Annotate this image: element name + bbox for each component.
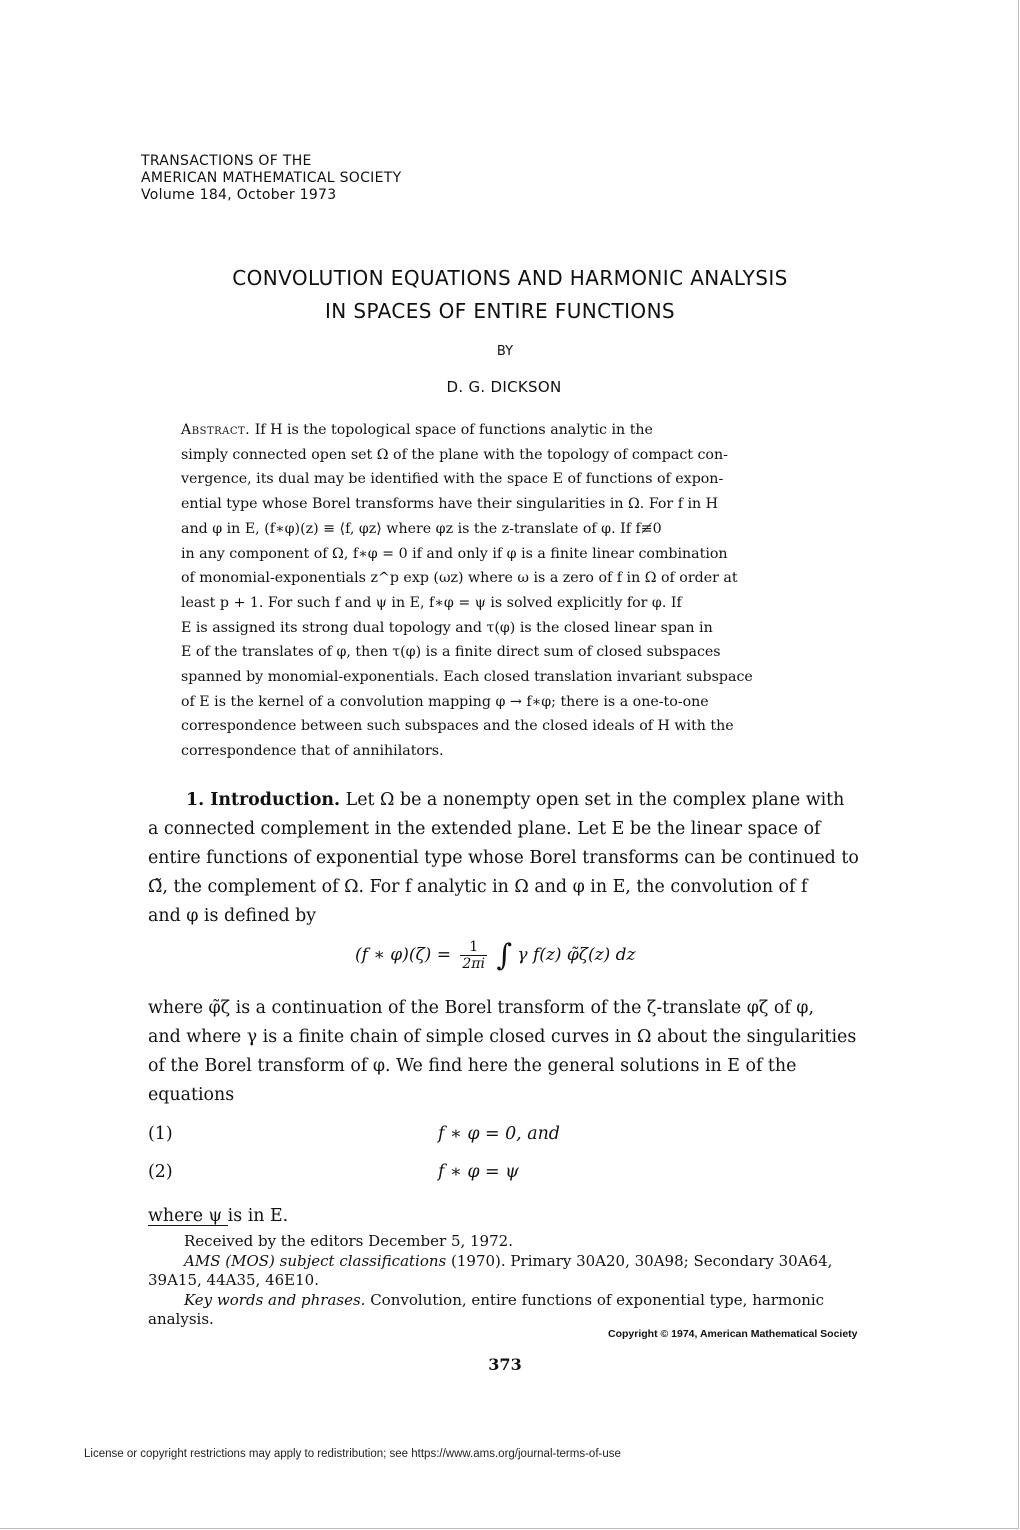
intro-line: and φ is defined by <box>148 906 317 926</box>
formula-fraction <box>460 939 487 972</box>
intro-paragraph-2 <box>148 994 873 1110</box>
abstract-line: least p + 1. For such f and ψ in E, f∗φ = ψ is solved explicitly for φ. If <box>181 594 682 611</box>
abstract-line: of E is the kernel of a convolution mapping φ → f∗φ; there is a one-to-one <box>181 693 709 710</box>
abstract-line: and φ in E, (f∗φ)(z) ≡ ⟨f, φz⟩ where φz is the z-translate of φ. If f≢0 <box>181 520 662 537</box>
journal-name-line1: TRANSACTIONS OF THE <box>141 153 312 169</box>
intro-line: Ω̃, the complement of Ω. For f analytic in Ω and φ in E, the convolution of f <box>148 877 808 897</box>
abstract-line: in any component of Ω, f∗φ = 0 if and only if φ is a finite linear combination <box>181 545 728 562</box>
section-heading: 1. Introduction. <box>186 790 341 810</box>
footnote-rule <box>148 1225 228 1226</box>
integral-sign: ∫ <box>496 938 512 973</box>
keywords-text: Convolution, entire functions of exponential type, harmonic <box>370 1290 825 1309</box>
by-label: BY <box>496 344 514 359</box>
journal-header <box>141 153 401 204</box>
intro-line: and where γ is a finite chain of simple closed curves in Ω about the singularities <box>148 1027 857 1047</box>
received-date: Received by the editors December 5, 1972. <box>184 1232 513 1250</box>
abstract-line: ential type whose Borel transforms have their singularities in Ω. For f in H <box>181 496 719 513</box>
keywords <box>148 1291 873 1311</box>
abstract-line-text: If H is the topological space of functions analytic in the <box>254 422 653 438</box>
convolution-formula <box>355 938 635 973</box>
intro-line: a connected complement in the extended plane. Let E be the linear space of <box>148 819 821 839</box>
abstract-line: correspondence between such subspaces and the closed ideals of H with the <box>181 718 734 735</box>
formula-numerator: 1 <box>460 939 487 956</box>
ams-text: (1970). Primary 30A20, 30A98; Secondary 30A64, <box>451 1251 833 1270</box>
intro-line: where ψ is in E. <box>148 1206 289 1226</box>
where-line <box>148 1202 873 1231</box>
abstract-line: of monomial-exponentials z^p exp (ωz) where ω is a zero of f in Ω of order at <box>181 570 738 587</box>
equation-2: f ∗ φ = ψ <box>438 1162 519 1182</box>
footnotes <box>148 1232 873 1330</box>
keywords-label: Key words and phrases. <box>184 1290 366 1309</box>
intro-line: equations <box>148 1085 235 1105</box>
abstract-line: simply connected open set Ω of the plane with the topology of compact con- <box>181 446 728 463</box>
abstract-line <box>181 418 831 443</box>
abstract-line: correspondence that of annihilators. <box>181 743 444 760</box>
equation-1-label: (1) <box>148 1124 173 1144</box>
abstract-line: spanned by monomial-exponentials. Each closed translation invariant subspace <box>181 669 753 686</box>
intro-line: Let Ω be a nonempty open set in the complex plane with <box>345 790 845 810</box>
ams-label: AMS (MOS) subject classifications <box>184 1251 447 1270</box>
page-number: 373 <box>488 1355 522 1374</box>
equation-2-label: (2) <box>148 1162 173 1182</box>
intro-line: where φ̃ζ is a continuation of the Borel transform of the ζ-translate φζ of φ, <box>148 998 814 1018</box>
abstract <box>181 418 831 764</box>
formula-right: γ f(z) φ̃ζ(z) dz <box>517 945 636 965</box>
intro-line: entire functions of exponential type whose Borel transforms can be continued to <box>148 848 859 868</box>
abstract-line: E of the translates of φ, then τ(φ) is a finite direct sum of closed subspaces <box>181 644 721 661</box>
paper-title-line2: IN SPACES OF ENTIRE FUNCTIONS <box>324 299 676 323</box>
abstract-line: vergence, its dual may be identified with the space E of functions of expon- <box>181 471 724 488</box>
formula-denominator: 2πi <box>462 956 485 972</box>
author-name: D. G. DICKSON <box>446 378 562 396</box>
license-notice: License or copyright restrictions may apply to redistribution; see https://www.ams.org/journal-terms-of-use <box>84 1448 621 1460</box>
intro-line: of the Borel transform of φ. We find here the general solutions in E of the <box>148 1056 797 1076</box>
formula-left: (f ∗ φ)(ζ) = <box>355 945 451 965</box>
equation-1: f ∗ φ = 0, and <box>438 1124 560 1144</box>
intro-paragraph <box>148 815 873 931</box>
intro-first-line <box>186 786 876 815</box>
abstract-line: E is assigned its strong dual topology and τ(φ) is the closed linear span in <box>181 619 713 636</box>
journal-volume: Volume 184, October 1973 <box>141 187 337 203</box>
copyright-notice: Copyright © 1974, American Mathematical Society <box>608 1328 858 1340</box>
ams-text-cont: 39A15, 44A35, 46E10. <box>148 1271 319 1289</box>
paper-title-line1: CONVOLUTION EQUATIONS AND HARMONIC ANALYSIS <box>232 266 788 290</box>
abstract-lead: Abstract. <box>181 422 251 438</box>
keywords-text-cont: analysis. <box>148 1310 214 1328</box>
journal-name-line2: AMERICAN MATHEMATICAL SOCIETY <box>141 170 402 186</box>
ams-classification <box>148 1252 873 1272</box>
